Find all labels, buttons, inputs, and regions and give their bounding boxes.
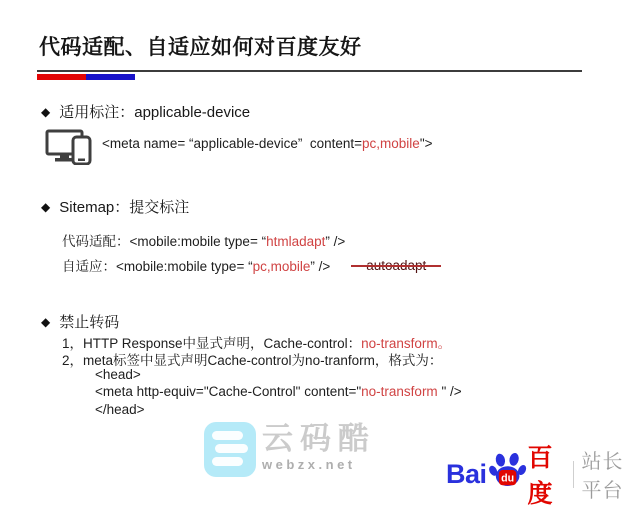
baidu-cn-text: 百度: [527, 444, 554, 508]
code-label: 自适应：: [62, 259, 116, 274]
code-text: <head>: [95, 366, 141, 382]
watermark-icon-bar: [212, 457, 243, 466]
code-highlight: no-transform: [361, 384, 438, 400]
baidu-paw-icon: [489, 451, 527, 494]
code-fragment: [62, 255, 330, 275]
code-label: 代码适配：: [62, 234, 130, 249]
no-transcode-body: [62, 332, 462, 419]
code-text: </head>: [95, 401, 145, 417]
code-text: <meta name= “applicable-device” content=: [102, 136, 363, 151]
watermark-text: [262, 422, 376, 472]
code-line-autoadapt: [62, 255, 441, 275]
section-heading-no-transcode: [41, 311, 119, 332]
section-heading-applicable: [41, 101, 250, 122]
strikethrough-line: [351, 265, 441, 267]
body-text: 2，meta标签中显式声明Cache-control为no-tranform，格式为：: [62, 353, 443, 369]
numbered-line-1: [62, 332, 462, 349]
page-title: 代码适配、自适应如何对百度友好: [39, 36, 362, 59]
watermark: [204, 422, 376, 477]
title-accent-red: [37, 74, 86, 80]
watermark-chat-icon: [204, 422, 256, 477]
section-heading-sitemap: [41, 196, 189, 217]
code-line-applicable: [102, 136, 433, 151]
code-text: ” />: [325, 234, 346, 249]
strikethrough-autoadapt: [351, 258, 441, 273]
body-highlight: no-transform。: [361, 336, 452, 351]
code-text: <mobile:mobile type= “: [129, 234, 267, 249]
code-line-htmladapt: [62, 230, 345, 250]
section-heading-text: 禁止转码: [59, 314, 120, 331]
code-highlight: htmladapt: [266, 234, 326, 249]
code-line-head-open: [62, 367, 462, 384]
body-text: 1，HTTP Response中显式声明，Cache-control：: [62, 336, 362, 351]
diamond-bullet-icon: ◆: [41, 315, 51, 329]
title-rule: [37, 70, 582, 72]
svg-text:du: du: [500, 471, 514, 484]
diamond-bullet-icon: ◆: [41, 200, 51, 214]
section-heading-text: Sitemap：提交标注: [59, 199, 190, 216]
code-text: ">: [419, 136, 433, 151]
code-text: <meta http-equiv="Cache-Control" content=": [95, 384, 362, 400]
numbered-line-2: [62, 349, 462, 369]
baidu-zhanzhang-logo: [446, 438, 640, 510]
diamond-bullet-icon: ◆: [41, 105, 51, 119]
logo-divider: [573, 461, 574, 488]
code-highlight: pc,mobile: [252, 259, 311, 274]
code-line-meta-cache: [62, 384, 462, 401]
title-accent-blue: [86, 74, 135, 80]
watermark-icon-bar: [212, 431, 243, 440]
pc-and-mobile-devices-icon: [45, 129, 97, 170]
code-highlight: pc,mobile: [362, 136, 420, 151]
code-text: ” />: [310, 259, 331, 274]
zhanzhang-platform-text: 站长平台: [581, 451, 624, 502]
baidu-bai-text: Bai: [446, 458, 487, 489]
watermark-icon-bar: [215, 444, 248, 453]
code-text: <mobile:mobile type= “: [116, 259, 253, 274]
code-line-head-close: [62, 402, 462, 419]
code-text: " />: [437, 384, 462, 400]
watermark-site: webzx.net: [262, 457, 356, 472]
watermark-name: 云码酷: [262, 421, 376, 456]
section-heading-text: 适用标注：applicable-device: [59, 104, 251, 121]
